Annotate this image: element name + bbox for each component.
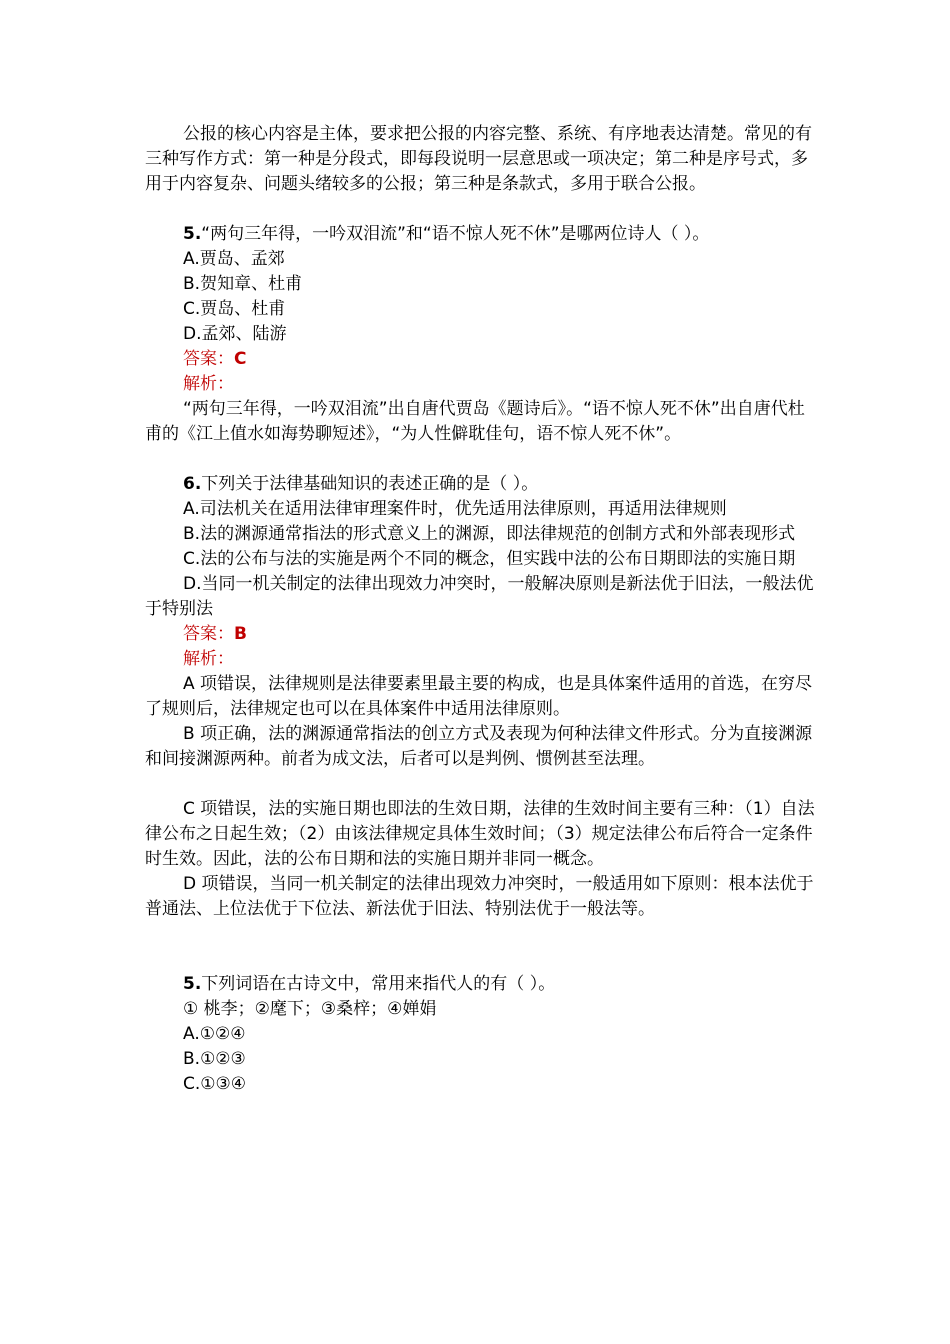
intro-paragraph: 公报的核心内容是主体，要求把公报的内容完整、系统、有序地表达清楚。常见的有三种写作方式：第一种是分段式，即每段说明一层意思或一项决定；第二种是序号式，多用于内容复杂、问题头绪较多的公报；第三种是条款式，多用于联合公报。: [145, 124, 812, 194]
question-stem: [145, 472, 815, 497]
option-b: B.贺知章、杜甫: [183, 274, 303, 294]
question-text: 下列关于法律基础知识的表述正确的是（ ）。: [201, 474, 539, 494]
question-stem: [145, 972, 815, 997]
spacer: [145, 947, 815, 972]
analysis-paragraph-a: A 项错误，法律规则是法律要素里最主要的构成，也是具体案件适用的首选，在穷尽了规则后，法律规定也可以在具体案件中适用法律原则。: [145, 674, 813, 719]
option-a: A.贾岛、孟郊: [183, 249, 285, 269]
question-block-1: [145, 222, 815, 447]
option-d: D.当同一机关制定的法律出现效力冲突时，一般解决原则是新法优于旧法，一般法优于特别法: [145, 574, 814, 619]
question-block-2: [145, 472, 815, 922]
analysis-paragraph-d: D 项错误，当同一机关制定的法律出现效力冲突时，一般适用如下原则：根本法优于普通法、上位法优于下位法、新法优于旧法、特别法优于一般法等。: [145, 874, 814, 919]
analysis-text: “两句三年得，一吟双泪流”出自唐代贾岛《题诗后》。“语不惊人死不休”出自唐代杜甫的《江上值水如海势聊短述》，“为人性僻耽佳句，语不惊人死不休”。: [145, 399, 805, 444]
spacer: [145, 772, 815, 797]
answer-line: [145, 347, 815, 372]
answer-label: 答案：: [183, 349, 234, 369]
document-page: [145, 122, 815, 1097]
question-items: ① 桃李；②麾下；③桑梓；④婵娟: [183, 999, 437, 1019]
answer-value: C: [234, 349, 247, 369]
question-block-3: [145, 972, 815, 1097]
spacer: [145, 197, 815, 222]
analysis-label: 解析：: [183, 374, 234, 394]
option-b: B.法的渊源通常指法的形式意义上的渊源，即法律规范的创制方式和外部表现形式: [183, 524, 796, 544]
analysis-paragraph-c: C 项错误，法的实施日期也即法的生效日期，法律的生效时间主要有三种：（1）自法律公布之日起生效；（2）由该法律规定具体生效时间；（3）规定法律公布后符合一定条件时生效。因此，法的公布日期和法的实施日期并非同一概念。: [145, 799, 815, 869]
option-b: B.①②③: [183, 1049, 246, 1069]
question-text: 下列词语在古诗文中，常用来指代人的有（ ）。: [201, 974, 556, 994]
option-c: C.①③④: [183, 1074, 246, 1094]
question-number: 6.: [183, 474, 202, 494]
spacer: [145, 922, 815, 947]
answer-value: B: [234, 624, 247, 644]
option-c: C.法的公布与法的实施是两个不同的概念，但实践中法的公布日期即法的实施日期: [183, 549, 796, 569]
analysis-paragraph-b: B 项正确，法的渊源通常指法的创立方式及表现为何种法律文件形式。分为直接渊源和间接渊源两种。前者为成文法，后者可以是判例、惯例甚至法理。: [145, 724, 813, 769]
question-stem: [145, 222, 815, 247]
analysis-label: 解析：: [183, 649, 234, 669]
option-a: A.①②④: [183, 1024, 246, 1044]
option-d: D.孟郊、陆游: [183, 324, 287, 344]
question-number: 5.: [183, 974, 202, 994]
answer-label: 答案：: [183, 624, 234, 644]
spacer: [145, 447, 815, 472]
question-number: 5.: [183, 224, 202, 244]
answer-line: [145, 622, 815, 647]
option-c: C.贾岛、杜甫: [183, 299, 286, 319]
question-text: “两句三年得，一吟双泪流”和“语不惊人死不休”是哪两位诗人（ ）。: [201, 224, 710, 244]
option-a: A.司法机关在适用法律审理案件时，优先适用法律原则，再适用法律规则: [183, 499, 727, 519]
